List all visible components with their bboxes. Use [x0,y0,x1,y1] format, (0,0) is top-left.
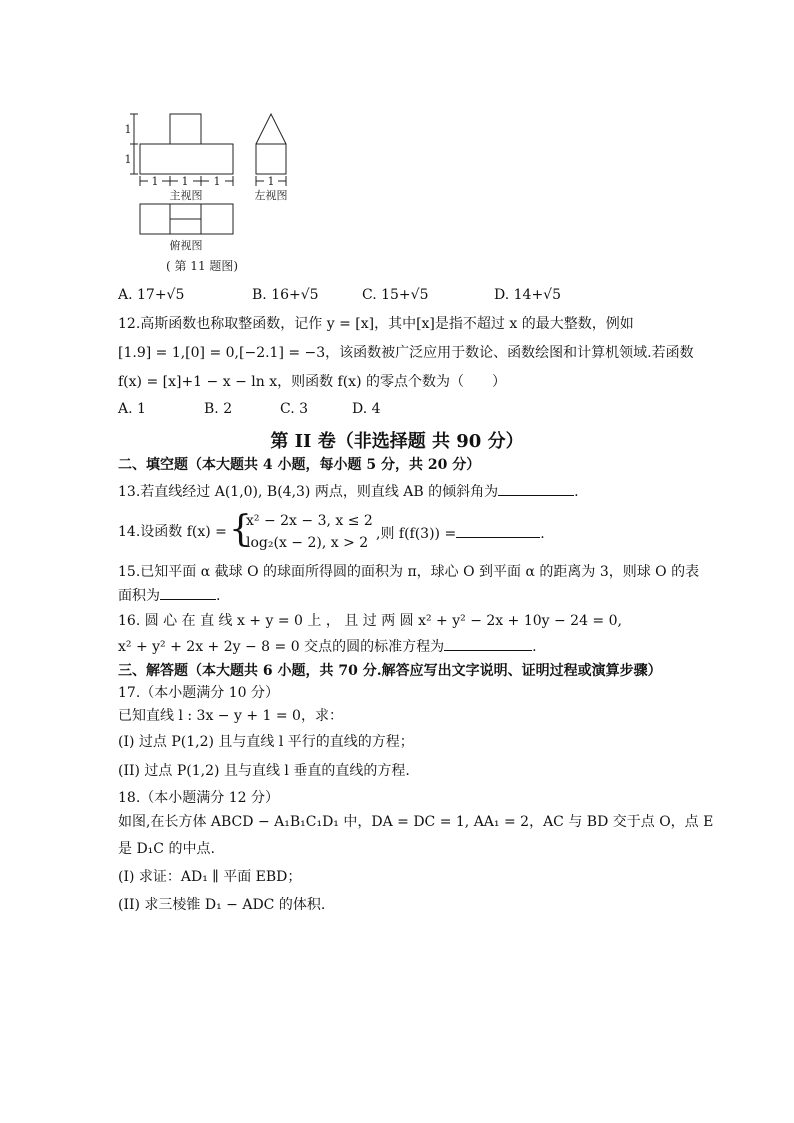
side-view-body [256,144,286,174]
q17-given: 已知直线 l : 3x − y + 1 = 0，求： [118,708,343,724]
dim-left-upper: 1 [124,123,132,136]
q18-part-i: (I) 求证：AD₁ ∥ 平面 EBD； [118,869,302,885]
q18-line-2: 是 D₁C 的中点. [118,841,215,857]
q15-answer-blank[interactable] [160,585,216,600]
q18-header: 18.（本小题满分 12 分） [118,790,279,806]
q11-option-d: D. 14+√5 [494,287,561,303]
front-view-base [140,144,233,174]
section-3-title: 三、解答题（本大题共 6 小题，共 70 分.解答应写出文字说明、证明过程或演算步骤） [118,663,662,679]
q17-header: 17.（本小题满分 10 分） [118,685,279,701]
q12-option-a: A. 1 [118,401,146,417]
q14-case-2: log₂(x − 2), x > 2 [246,535,369,551]
q14-suffix: ,则 f(f(3)) = . [376,523,545,543]
side-view-roof [256,114,286,144]
q12-line-2: [1.9] = 1,[0] = 0,[−2.1] = −3，该函数被广泛应用于数论、函数绘图和计算机领域.若函数 [118,345,694,361]
q15-line-2: 面积为 . [118,585,220,605]
q13-text: 13.若直线经过 A(1,0), B(4,3) 两点，则直线 AB 的倾斜角为 [118,484,499,500]
figure-caption: ( 第 11 题图) [166,259,239,273]
dim-bottom-1: 1 [151,175,159,188]
front-view-label: 主视图 [169,189,203,202]
q12-option-c: C. 3 [280,401,309,417]
dim-left-lower: 1 [124,153,132,166]
q12-line-1: 12.高斯函数也称取整函数，记作 y = [x]，其中[x]是指不超过 x 的最大整数，例如 [118,316,634,332]
q15-line-1: 15.已知平面 α 截球 O 的球面所得圆的面积为 π，球心 O 到平面 α 的距离为 3，则球 O 的表 [118,564,700,580]
q17-part-i: (I) 过点 P(1,2) 且与直线 l 平行的直线的方程； [118,734,414,750]
q16-answer-blank[interactable] [444,636,532,651]
q18-line-1: 如图,在长方体 ABCD − A₁B₁C₁D₁ 中，DA = DC = 1, AA₁ = 2，AC 与 BD 交于点 O，点 E [118,814,714,830]
q15-line-2-text: 面积为 [118,588,160,604]
q13-period: . [574,484,579,500]
q12-option-b: B. 2 [204,401,233,417]
q14-brace: { [229,509,252,550]
q12-line-3: f(x) = [x]+1 − x − ln x，则函数 f(x) 的零点个数为（ ） [118,374,506,390]
q14-case-1: x² − 2x − 3, x ≤ 2 [246,513,373,529]
q11-option-b: B. 16+√5 [252,287,319,303]
q16-line-1: 16. 圆 心 在 直 线 x + y = 0 上 ， 且 过 两 圆 x² + y² − 2x + 10y − 24 = 0, [118,613,622,629]
q13-answer-blank[interactable] [498,481,574,496]
q12-option-d: D. 4 [352,401,381,417]
dim-bottom-2: 1 [181,175,189,188]
side-view-label: 左视图 [254,189,288,202]
three-view-figure [118,92,318,282]
dim-bottom-3: 1 [213,175,221,188]
q14-prefix: 14.设函数 f(x) = [118,524,227,540]
q16-line-2: x² + y² + 2x + 2y − 8 = 0 交点的圆的标准方程为 . [118,636,537,656]
q11-option-c: C. 15+√5 [362,287,429,303]
q14-answer-blank[interactable] [456,523,540,538]
section-2-title: 二、填空题（本大题共 4 小题，每小题 5 分，共 20 分） [118,457,481,473]
q14-suffix-text: ,则 f(f(3)) = [376,526,457,542]
front-view-top [170,114,201,144]
q13 [118,481,579,501]
part-2-title: 第 II 卷（非选择题 共 90 分） [270,431,524,452]
q16-line-2-text: x² + y² + 2x + 2y − 8 = 0 交点的圆的标准方程为 [118,639,445,655]
q17-part-ii: (II) 过点 P(1,2) 且与直线 l 垂直的直线的方程. [118,763,410,779]
q11-option-a: A. 17+√5 [118,287,185,303]
q18-part-ii: (II) 求三棱锥 D₁ − ADC 的体积. [118,897,326,913]
top-view-label: 俯视图 [169,239,203,252]
dim-side: 1 [267,175,275,188]
